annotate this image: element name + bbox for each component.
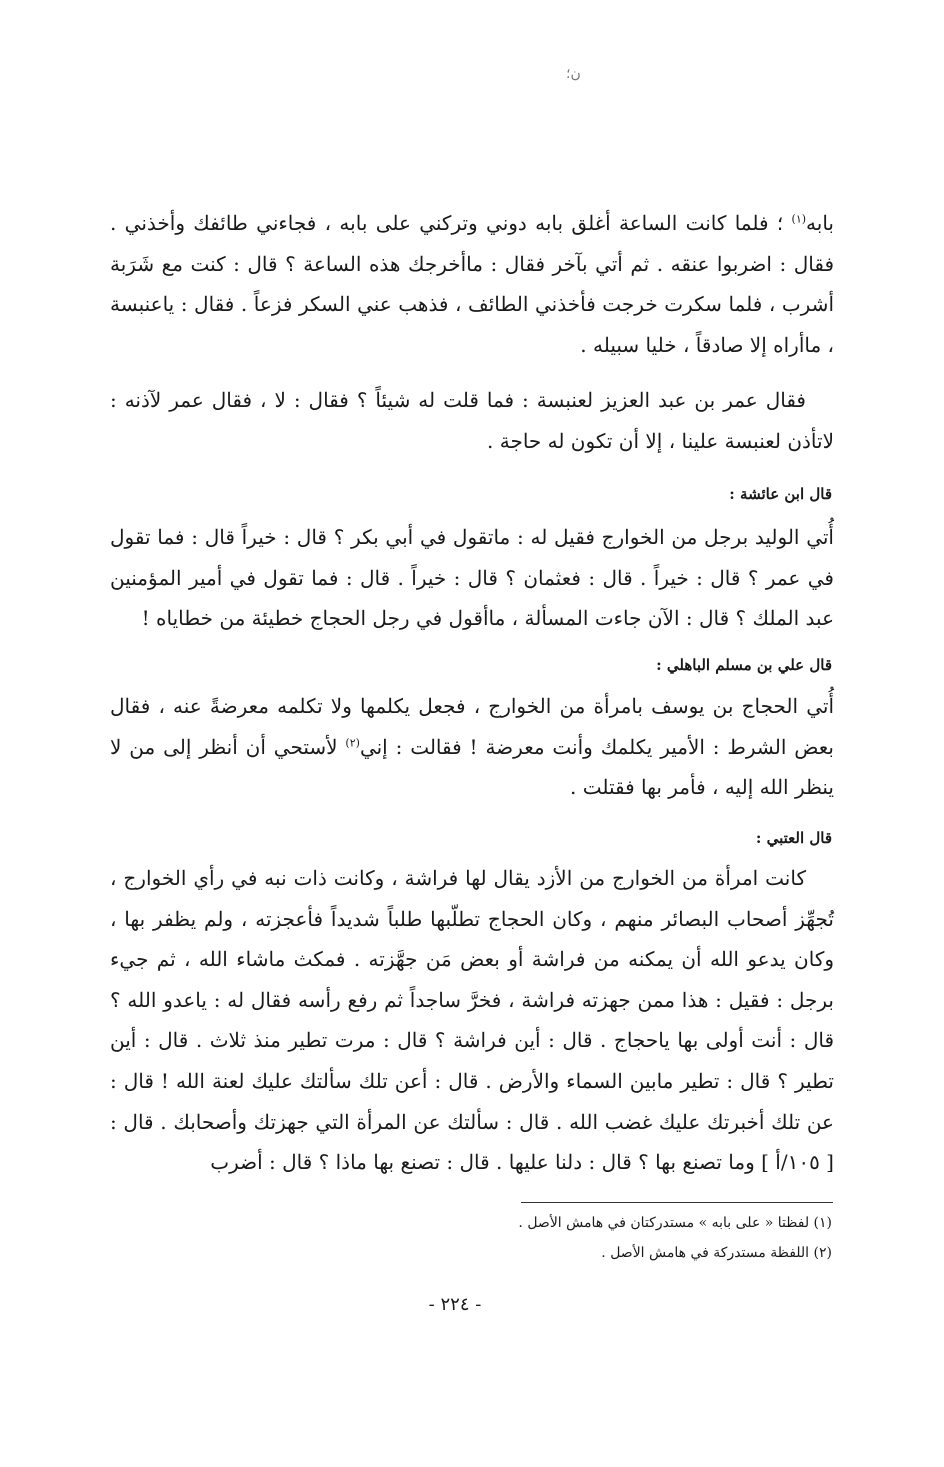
paragraph-2-text: فقال عمر بن عبد العزيز لعنبسة : فما قلت له شيئاً ؟ فقال : لا ، فقال عمر لآذنه : لاتأذن لعنبسة علينا ، إلا أن تكون له حاجة . [110, 388, 834, 453]
footnote-divider [521, 1202, 833, 1203]
ink-speck: ن؛ [566, 66, 581, 82]
paragraph-4 [110, 686, 834, 808]
paragraph-3-text: أُتي الوليد برجل من الخوارج فقيل له : ماتقول في أبي بكر ؟ قال : خيراً قال : فما تقول في عمر ؟ قال : خيراً . قال : فعثمان ؟ قال : خيراً . قال : فما تقول في أمير المؤمنين عبد الملك ؟ قال : الآن جاءت المسألة ، ماأقول في رجل الحجاج خطيئة من خطاياه ! [110, 525, 834, 631]
paragraph-1-text-cont: ؛ فلما كانت الساعة أغلق بابه دوني وتركني على بابه ، فجاءني طائفك وأخذني . فقال : اضربوا عنقه . ثم أتي بآخر فقال : ماأخرجك هذه الساعة ؟ قال : كنت مع شَرَبة أشرب ، فلما سكرت خرجت فأخذني الطائف ، فذهب عني السكر فزعاً . فقال : ياعنبسة ، ماأراه إلا صادقاً ، خليا سبيله . [110, 211, 834, 357]
paragraph-3 [110, 517, 834, 639]
heading-ali-bahili: قال علي بن مسلم الباهلي : [656, 656, 832, 674]
paragraph-2 [110, 380, 834, 461]
paragraph-4-text: أُتي الحجاج بن يوسف بامرأة من الخوارج ، فجعل يكلمها ولا تكلمه معرضةً عنه ، فقال بعض الشرط : الأمير يكلمك وأنت معرضة ! فقالت : إني [110, 694, 834, 759]
paragraph-4-text-cont: لأستحي أن أنظر إلى من لا ينظر الله إليه ، فأمر بها فقتلت . [110, 734, 834, 800]
paragraph-1-text: بابه [806, 211, 834, 235]
paragraph-5 [110, 858, 834, 1183]
footnotes [332, 1208, 832, 1268]
footnote-ref-2: (٢) [345, 735, 360, 749]
footnote-2: (٢) اللفظة مستدركة في هامش الأصل . [601, 1245, 832, 1261]
paragraph-1 [110, 203, 834, 365]
paragraph-5-text: كانت امرأة من الخوارج من الأزد يقال لها فراشة ، وكانت ذات نبه في رأي الخوارج ، تُجهِّز أصحاب البصائر منهم ، وكان الحجاج تطلّبها طلباً شديداً فأعجزته ، ولم يظفر بها ، وكان يدعو الله أن يمكنه من فراشة أو بعض مَن جهَّزته . فمكث ماشاء الله ، ثم جيء برجل : فقيل : هذا ممن جهزته فراشة ، فخرَّ ساجداً ثم رفع رأسه فقال له : ياعدو الله ؟ قال : أنت أولى بها ياحجاج . قال : أين فراشة ؟ قال : مرت تطير منذ ثلاث . قال : أين تطير ؟ قال : تطير مابين السماء والأرض . قال : أعن تلك سألتك عليك لعنة الله ! قال : عن تلك أخبرتك عليك غضب الله . قال : سألتك عن المرأة التي جهزتك وأصحابك . قال : [ ١٠٥/أ ] وما تصنع بها ؟ قال : دلنا عليها . قال : تصنع بها ماذا ؟ قال : أضرب [110, 866, 834, 1175]
page-number: - ٢٢٤ - [428, 1294, 482, 1315]
footnote-1: (١) لفظتا « على بابه » مستدركتان في هامش الأصل . [518, 1215, 832, 1231]
heading-utbi: قال العتبي : [755, 829, 832, 847]
footnote-ref-1: (١) [791, 212, 807, 226]
heading-ibn-aisha: قال ابن عائشة : [729, 485, 832, 503]
